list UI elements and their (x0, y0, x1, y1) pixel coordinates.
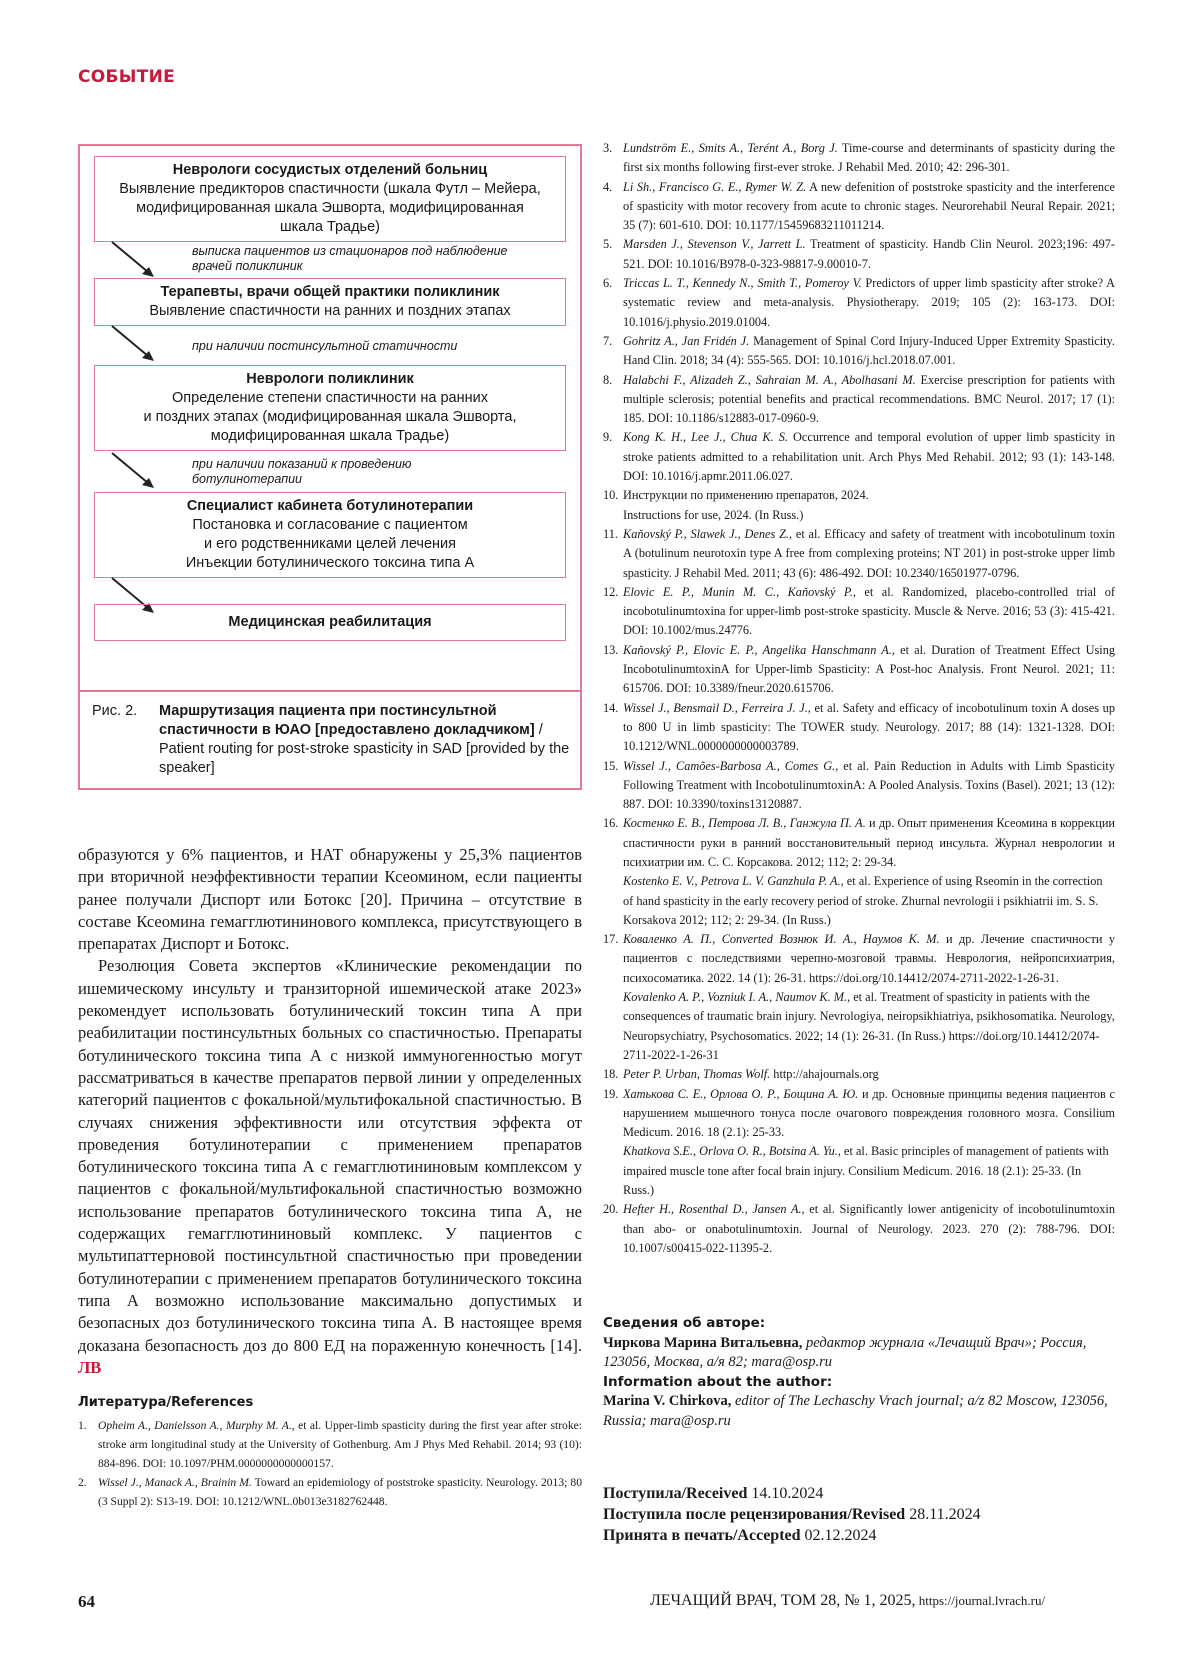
end-sign: ЛВ (78, 1357, 102, 1377)
ref-authors: Kaňovský P., Slawek J., Denes Z. (623, 526, 789, 541)
ref-number: 19. (603, 1086, 619, 1101)
reference-item (603, 699, 1115, 757)
ref-number: 5. (603, 237, 613, 252)
box-line: Выявление предикторов спастичности (шкала Футл – Мейера, (119, 181, 541, 197)
note-line: ботулинотерапии (192, 472, 302, 486)
ref-text: , et al. Pain Reduction in Adults with Limb Spasticity Following Treatment with IncobotulinumtoxinA: A Pooled Analysis. Toxins (Basel). 2021; 13 (12): 887. DOI: 10.3390/toxins13120887. (623, 758, 1115, 812)
reference-item (78, 1473, 582, 1511)
ref-number: 16. (603, 816, 619, 831)
box-medical-rehabilitation (94, 604, 566, 641)
date-value: 28.11.2024 (905, 1506, 981, 1523)
arrow-icon (110, 324, 160, 364)
ref-authors: Opheim A., Danielsson A., Murphy M. A. (98, 1419, 292, 1432)
ref-authors: Костенко Е. В., Петрова Л. В., Ганжула П. А. (623, 816, 866, 831)
ref-number: 4. (603, 179, 613, 194)
date-label: Принята в печать/Accepted (603, 1527, 801, 1544)
ref-text: , et al. Safety and efficacy of incobotulinum toxin A doses up to 800 U in limb spasticity: The TOWER study. Neurology. 2017; 88 (14): 1321-1328. DOI: 10.1212/WNL.0000000000003789. (623, 700, 1115, 754)
references-left (78, 1416, 582, 1511)
reference-item (603, 814, 1115, 872)
ref-text: , et al. Upper-limb spasticity during the first year after stroke: stroke arm longitudinal study at the University of Gothenburg. Am J Phys Med Rehabil. 2014; 93 (10): 884-896. DOI: 10.1097/PHM.0000000000000157. (98, 1419, 583, 1470)
references-right (603, 139, 1115, 1258)
reference-item (603, 178, 1115, 236)
ref-text: , et al. Basic principles of management of patients with impaired muscle tone after focal brain injury. Consilium Medicum. 2016. 18 (2.1): 25-33. (In Russ.) (623, 1144, 1109, 1198)
date-revised (603, 1504, 1115, 1525)
ref-authors: Lundström E., Smits A., Terént A., Borg J. (623, 141, 838, 155)
ref-number: 6. (603, 276, 613, 291)
ref-number: 11. (603, 526, 618, 541)
box-line: модифицированная шкала Традье) (210, 428, 450, 444)
box-title: Медицинская реабилитация (228, 614, 432, 630)
ref-number: 18. (603, 1067, 619, 1082)
ref-text: и др. Опыт применения Ксеомина в коррекции спастичности руки в ранний восстановительный период инсульта. Журнал неврологии и психиатрии им. С. С. Корсакова. 2012; 112; 2: 29-34. (623, 816, 1115, 869)
arrow-icon (110, 240, 160, 280)
ref-number: 13. (603, 642, 619, 657)
ref-authors: Wissel J., Bensmail D., Ferreira J. J. (623, 700, 808, 715)
date-received (603, 1483, 1115, 1504)
ref-text: , et al. Treatment of spasticity in patients with the consequences of traumatic brain injury. Nevrologiya, neiropsikhiatriya, psikhosomatika. Neurology, Neuropsychiatry, Psychosomatics. 2022; 14 (1): 26-31. (In Russ.) https://doi.org/10.14412/2074-2711-2022-1-26-31 (623, 990, 1115, 1062)
ref-authors: Kovalenko A. P., Vozniuk I. A., Naumov K. M. (623, 990, 848, 1005)
ref-authors: Li Sh., Francisco G. E., Rymer W. Z. (623, 179, 807, 194)
ref-text: Toward an epidemiology of poststroke spasticity. Neurology. 2013; 80 (3 Suppl 2): S13-19. DOI: 10.1212/WNL.0b013e3182762448. (98, 1476, 583, 1508)
reference-item (603, 641, 1115, 699)
ref-text: Management of Spinal Cord Injury-Induced Upper Extremity Spasticity. Hand Clin. 2018; 34 (4): 555-565. DOI: 10.1016/j.hcl.2018.07.001. (623, 333, 1115, 368)
routing-note (192, 244, 572, 274)
date-value: 02.12.2024 (800, 1527, 877, 1544)
ref-number: 7. (603, 333, 613, 348)
references-heading: Литература/References (78, 1395, 254, 1410)
box-line: Выявление спастичности на ранних и поздних этапах (149, 303, 511, 319)
ref-text: , et al. Efficacy and safety of treatment with incobotulinum toxin A (botulinum neurotoxin type A free from complexing proteins; NT 201) in post-stroke upper limb spasticity. J Rehabil Med. 2011; 43 (6): 486-492. DOI: 10.2340/16501977-0796. (623, 526, 1115, 580)
ref-authors: Gohritz A., Jan Fridén J. (623, 333, 750, 348)
ref-text: Predictors of upper limb spasticity after stroke? A systematic review and meta-analysis. Physiotherapy. 2019; 105 (2): 163-173. DOI: 10.1016/j.physio.2019.01004. (623, 276, 1115, 329)
ref-text: , et al. Duration of Treatment Effect Using IncobotulinumtoxinA for Upper-limb Spasticity: A Post-hoc Analysis. Front Neurol. 2021; 11: 615706. DOI: 10.3389/fneur.2020.615706. (623, 642, 1115, 696)
box-title: Специалист кабинета ботулинотерапии (186, 498, 474, 514)
box-line: Определение степени спастичности на ранних (172, 390, 488, 406)
author-desc: editor of The Lechaschy Vrach journal; a/z 82 Moscow, 123056, Russia; mara@osp.ru (603, 1393, 1108, 1429)
box-line: Постановка и согласование с пациентом (192, 517, 468, 533)
date-label: Поступила после рецензирования/Revised (603, 1506, 906, 1523)
reference-item (603, 1065, 1115, 1084)
box-title: Терапевты, врачи общей практики поликлиник (160, 284, 500, 300)
page-number: 64 (78, 1592, 95, 1611)
author-desc: редактор журнала «Лечащий Врач»; Россия, 123056, Москва, а/я 82; mara@osp.ru (603, 1334, 1087, 1370)
ref-text: , et al. Experience of using Rseomin in the correction of hand spasticity in the early recovery period of stroke. Zhurnal nevrologii i psikhiatrii im. S. S. Korsakova 2012; 112; 2: 29-34. (In Russ.) (623, 874, 1103, 927)
box-title: Неврологи поликлиник (246, 371, 414, 387)
arrow-icon (110, 451, 160, 491)
ref-authors: Triccas L. T., Kennedy N., Smith T., Pomeroy V. (623, 276, 862, 291)
ref-text: Instructions for use, 2024. (In Russ.) (623, 507, 804, 522)
box-line: модифицированная шкала Эшворта, модифицированная (136, 200, 524, 216)
ref-number: 10. (603, 488, 619, 503)
reference-item (603, 486, 1115, 505)
ref-authors: Kaňovský P., Elovic E. P., Angelika Hanschmann A. (623, 642, 892, 657)
note-line: при наличии постинсультной статичности (192, 339, 458, 353)
journal-footer (650, 1592, 1045, 1610)
reference-item (603, 428, 1115, 486)
reference-item (603, 274, 1115, 332)
ref-number: 15. (603, 758, 619, 773)
ref-authors: Halabchi F., Alizadeh Z., Sahraian M. A., Abolhasani M. (623, 372, 916, 387)
ref-authors: Wissel J., Manack A., Brainin M. (98, 1476, 252, 1489)
figure-caption (92, 702, 572, 778)
caption-title: Маршрутизация пациента при постинсультной спастичности в ЮАО [предоставлено докладчиком] (159, 703, 535, 738)
box-general-practitioners (94, 278, 566, 326)
box-line: шкала Традье) (280, 219, 380, 235)
box-clinic-neurologists (94, 365, 566, 451)
author-ru (603, 1334, 1115, 1373)
date-value: 14.10.2024 (747, 1485, 824, 1502)
section-label: СОБЫТИЕ (78, 67, 176, 87)
caption-label: Рис. 2. (92, 703, 138, 719)
ref-text: и др. Основные принципы ведения пациентов с нарушением мышечного тонуса после очагового повреждения головного мозга. Consilium Medicum. 2016. 18 (2.1): 25-33. (623, 1086, 1115, 1140)
ref-number: 1. (78, 1419, 87, 1432)
reference-item (603, 757, 1115, 815)
ref-authors: Khatkova S.E., Orlova O. R., Botsina A. Yu. (623, 1144, 838, 1159)
reference-translation (603, 1142, 1115, 1200)
ref-number: 12. (603, 584, 619, 599)
author-name: Чиркова Марина Витальевна, (603, 1334, 803, 1351)
caption-english: / Patient routing for post-stroke spasticity in SAD [provided by the speaker] (159, 722, 570, 776)
box-hospital-neurologists (94, 156, 566, 242)
box-botulinum-specialist (94, 492, 566, 578)
note-line: врачей поликлиник (192, 259, 303, 273)
ref-authors: Marsden J., Stevenson V., Jarrett L. (623, 237, 806, 252)
author-name: Marina V. Chirkova, (603, 1393, 732, 1409)
box-line: Инъекции ботулинического токсина типа А (185, 555, 475, 571)
reference-translation (603, 988, 1115, 1065)
ref-number: 9. (603, 430, 613, 445)
article-body (78, 844, 582, 1379)
author-heading-en: Information about the author: (603, 1373, 833, 1390)
ref-text: , et al. Significantly lower antigenicity of incobotulinumtoxin than abo- or onabotulinumtoxin. Journal of Neurology. 2023. 270 (2): 788-796. DOI: 10.1007/s00415-022-11395-2. (623, 1202, 1115, 1255)
box-title: Неврологи сосудистых отделений больниц (172, 162, 488, 178)
ref-authors: Kong K. H., Lee J., Chua K. S. (623, 430, 788, 445)
author-info (603, 1314, 1115, 1431)
reference-item (603, 525, 1115, 583)
ref-text: , et al. Randomized, placebo-controlled trial of incobotulinumtoxina for upper-limb post-stroke spasticity. Muscle & Nerve. 2016; 53 (3): 415-421. DOI: 10.1002/mus.24776. (623, 584, 1115, 638)
ref-authors: Wissel J., Camões-Barbosa A., Comes G. (623, 758, 836, 773)
ref-number: 2. (78, 1476, 87, 1489)
ref-authors: Hefter H., Rosenthal D., Jansen A. (623, 1202, 802, 1217)
ref-text: A new defenition of poststroke spasticity and the interference of spasticity with motor recovery from acute to chronic stages. Neurorehabil Neural Repair. 2021; 35 (7): 601-610. DOI: 10.1177/15459683211011214. (623, 179, 1115, 233)
journal-url: https://journal.lvrach.ru/ (915, 1593, 1046, 1608)
ref-number: 20. (603, 1202, 619, 1217)
box-line: и его родственниками целей лечения (204, 536, 456, 552)
paragraph-text: Резолюция Совета экспертов «Клинические рекомендации по ишемическому инсульту и транзиторной ишемической атаке 2023» рекомендует использовать ботулинический токсин типа А при реабилитации постинсультных больных со спастичностью. Препараты ботулинического токсина типа А с низкой иммуногенностью могут рассматриваться в качестве препаратов первой линии у определенных категорий пациентов с фокальной/мультифокальной спастичностью. В случаях снижения эффективности или отсутствия эффекта от проведения ботулинотерапии с применением препаратов ботулинического токсина типа А с гемагглютининовым комплексом у пациентов с фокальной/мультифокальной спастичностью возможно использование препаратов ботулинического токсина типа А, не содержащих гемагглютининовый комплекс. У пациентов с мультипаттерновой постинсультной спастичностью при проведении ботулинотерапии с применением препаратов ботулинического токсина типа А возможно использование максимально допустимых и безопасных доз ботулинического токсина типа А. В настоящее время доказана безопасность доз до 800 ЕД на пораженную конечность [14]. (78, 956, 582, 1355)
reference-item (603, 332, 1115, 371)
reference-item (603, 235, 1115, 274)
routing-note (192, 339, 572, 354)
reference-item (603, 1200, 1115, 1258)
ref-authors: Коваленко А. П., Converted Вознюк И. А., Наумов К. М. (623, 932, 940, 947)
ref-number: 3. (603, 141, 613, 155)
ref-text: и др. Лечение спастичности у пациентов с последствиями черепно-мозговой травмы. Неврология, нейропсихиатрия, психосоматика. 2022. 14 (1): 26-31. https://doi.org/10.14412/2074-2711-2022-1-26-31. (623, 932, 1115, 985)
ref-number: 14. (603, 700, 619, 715)
ref-authors: Peter P. Urban, Thomas Wolf. (623, 1067, 771, 1082)
box-line: и поздних этапах (модифицированная шкала Эшворта, (143, 409, 517, 425)
author-heading-ru: Сведения об авторе: (603, 1315, 766, 1331)
ref-number: 8. (603, 372, 613, 387)
ref-number: 17. (603, 932, 619, 947)
date-label: Поступила/Received (603, 1485, 748, 1502)
figure-routing (78, 144, 582, 790)
ref-authors: Kostenko E. V., Petrova L. V. Ganzhula P. A. (623, 874, 841, 889)
ref-text: Time-course and determinants of spasticity during the first six months following first-ever stroke. J Rehabil Med. 2010; 42: 296-301. (623, 141, 1115, 175)
ref-text: Инструкции по применению препаратов, 2024. (623, 488, 869, 503)
reference-item (603, 930, 1115, 988)
reference-item (603, 139, 1115, 178)
author-en (603, 1392, 1115, 1431)
figure-divider (80, 690, 580, 692)
reference-item (603, 1085, 1115, 1143)
reference-translation (603, 506, 1115, 525)
ref-text: http://ahajournals.org (770, 1067, 879, 1082)
routing-note (192, 457, 572, 487)
ref-text: Treatment of spasticity. Handb Clin Neurol. 2023;196: 497-521. DOI: 10.1016/B978-0-323-98817-9.00010-7. (623, 237, 1115, 271)
ref-text: Occurrence and temporal evolution of upper limb spasticity in stroke patients admitted to a rehabilitation unit. Arch Phys Med Rehabil. 2012; 93 (1): 143-148. DOI: 10.1016/j.apmr.2011.06.027. (623, 430, 1115, 484)
reference-item (603, 371, 1115, 429)
paragraph (78, 955, 582, 1379)
ref-text: Exercise prescription for patients with multiple sclerosis; potential benefits and practical recommendations. BMC Neurol. 2017; 17 (1): 185. DOI: 10.1186/s12883-017-0960-9. (623, 372, 1115, 426)
ref-authors: Elovic E. P., Munin M. C., Kaňovský P. (623, 584, 853, 599)
article-dates (603, 1483, 1115, 1546)
paragraph: образуются у 6% пациентов, и НАТ обнаружены у 25,3% пациентов при вторичной неэффективности терапии Ксеомином, если пациенты ранее получали Диспорт или Ботокс [20]. Причина – отсутствие в составе Ксеомина гемагглютининового комплекса, присутствующего в препаратах Диспорт и Ботокс. (78, 845, 582, 954)
note-line: при наличии показаний к проведению (192, 457, 412, 471)
reference-translation (603, 872, 1115, 930)
ref-authors: Хатькова С. Е., Орлова О. Р., Бощина А. Ю. (623, 1086, 859, 1101)
note-line: выписка пациентов из стационаров под наблюдение (192, 244, 508, 258)
journal-name: ЛЕЧАЩИЙ ВРАЧ, ТОМ 28, № 1, 2025, (650, 1592, 916, 1609)
date-accepted (603, 1525, 1115, 1546)
reference-item (603, 583, 1115, 641)
reference-item (78, 1416, 582, 1473)
